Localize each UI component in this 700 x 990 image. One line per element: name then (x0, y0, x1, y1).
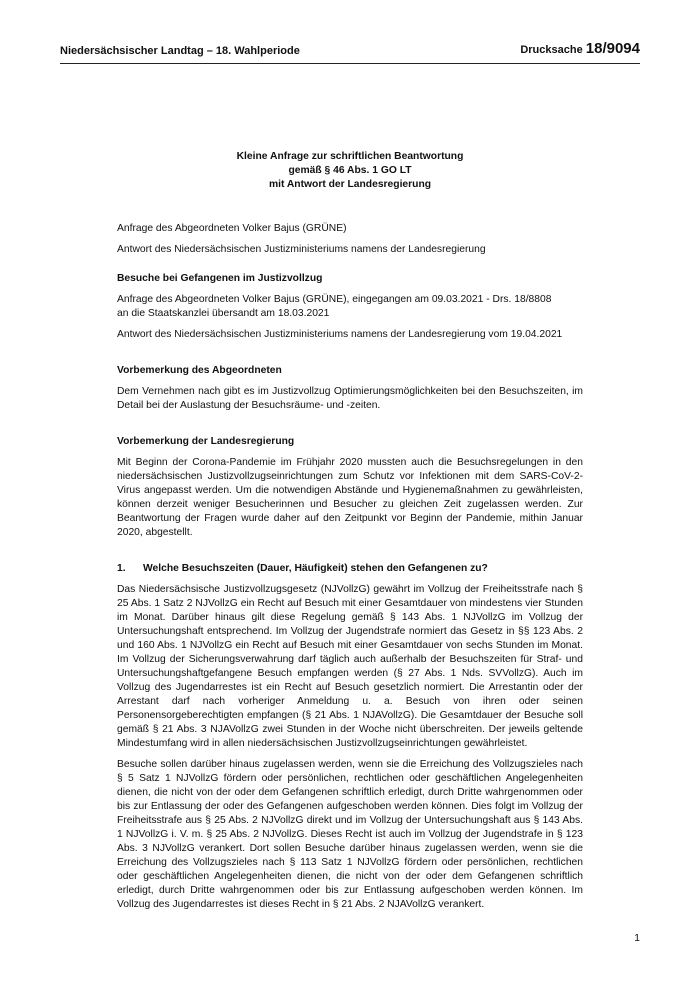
question-1 (117, 562, 583, 576)
subject-anfrage-line-2: an die Staatskanzlei übersandt am 18.03.2021 (117, 308, 330, 319)
parliament-label: Niedersächsischer Landtag – 18. Wahlperiode (60, 45, 300, 57)
vorbemerkung-landesregierung-heading: Vorbemerkung der Landesregierung (117, 436, 295, 447)
subject-antwort: Antwort des Niedersächsischen Justizministeriums namens der Landesregierung vom 19.04.2021 (117, 329, 563, 340)
page-number: 1 (634, 933, 640, 944)
intro-antwort: Antwort des Niedersächsischen Justizministeriums namens der Landesregierung (117, 244, 486, 255)
drucksache-number: 18/9094 (585, 40, 640, 57)
document-body (117, 150, 583, 919)
question-1-text: Welche Besuchszeiten (Dauer, Häufigkeit) stehen den Gefangenen zu? (143, 563, 488, 574)
intro-anfrage: Anfrage des Abgeordneten Volker Bajus (GRÜNE) (117, 223, 347, 234)
drucksache-prefix: Drucksache (520, 44, 583, 56)
title-line-3: mit Antwort der Landesregierung (268, 179, 432, 190)
subject-anfrage (117, 293, 583, 321)
subject-anfrage-line-1: Anfrage des Abgeordneten Volker Bajus (GRÜNE), eingegangen am 09.03.2021 - Drs. 18/8808 (117, 294, 552, 305)
vorbemerkung-abgeordneter-heading: Vorbemerkung des Abgeordneten (117, 365, 282, 376)
answer-1-paragraph-1: Das Niedersächsische Justizvollzugsgesetz (NJVollzG) gewährt im Vollzug der Freiheitsstrafe nach § 25 Abs. 1 Satz 2 NJVollzG ein Recht auf Besuch mit einer Gesamtdauer von mindestens vier Stunden im Monat. Darüber hinaus gilt diese Regelung gemäß § 143 Abs. 1 NJVollzG im Vollzug der Untersuchungshaft entsprechend. Im Vollzug der Jugendstrafe normiert das Gesetz in §§ 123 Abs. 2 und 160 Abs. 1 NJVollzG ein Recht auf Besuch mit einer Gesamtdauer von sechs Stunden im Monat. Im Vollzug der Sicherungsverwahrung darf täglich auch außerhalb der Besuchszeiten für Straf- und Untersuchungshaftgefangene Besuch empfangen werden (§ 27 Abs. 1 Nds. SVVollzG). Auch im Vollzug des Jugendarrestes ist ein Recht auf Besuch gesetzlich normiert. Die Arrestantin oder der Arrestant darf nach vorheriger Anmeldung u. a. Besuch von ihren oder seinen Personensorgeberechtigten empfangen (§ 21 Abs. 1 NJAVollzG). Die Gesamtdauer der Besuche soll gemäß § 21 Abs. 3 NJAVollzG zwei Stunden in der Woche nicht überschreiten. Der jeweils geltende Mindestumfang wird in allen niedersächsischen Justizvollzugseinrichtungen gewährleistet. (117, 584, 583, 749)
question-1-number: 1. (117, 563, 126, 574)
page-header (60, 40, 640, 64)
title-line-1: Kleine Anfrage zur schriftlichen Beantwortung (236, 151, 464, 162)
drucksache-label (520, 40, 640, 57)
answer-1-paragraph-2: Besuche sollen darüber hinaus zugelassen werden, wenn sie die Erreichung des Vollzugszieles nach § 5 Satz 1 NJVollzG fördern oder persönlichen, rechtlichen oder geschäftlichen Angelegenheiten dienen, die nicht von der oder dem Gefangenen schriftlich erledigt, durch Dritte wahrgenommen oder bis zur Entlassung der oder des Gefangenen aufgeschoben werden können. Dies folgt im Vollzug der Freiheitsstrafe aus § 25 Abs. 2 NJVollzG direkt und im Vollzug der Untersuchungshaft aus § 143 Abs. 1 NJVollzG i. V. m. § 25 Abs. 2 NJVollzG. Dieses Recht ist auch im Vollzug der Jugendstrafe in § 123 Abs. 3 NJVollzG verankert. Dort sollen Besuche darüber hinaus zugelassen werden, wenn sie die Erreichung des Vollzugszieles nach § 113 Satz 1 NJVollzG fördern oder persönlichen, rechtlichen oder geschäftlichen Angelegenheiten dienen, die nicht von der oder dem Gefangenen schriftlich erledigt, durch Dritte wahrgenommen oder bis zur Entlassung aufgeschoben werden können. Im Vollzug des Jugendarrestes ist dieses Recht in § 21 Abs. 2 NJAVollzG verankert. (117, 759, 583, 910)
document-title (117, 150, 583, 192)
vorbemerkung-abgeordneter-text: Dem Vernehmen nach gibt es im Justizvollzug Optimierungsmöglichkeiten bei den Besuchszeiten, im Detail bei der Auslastung der Besuchsräume- und -zeiten. (117, 386, 583, 411)
vorbemerkung-landesregierung-text: Mit Beginn der Corona-Pandemie im Frühjahr 2020 mussten auch die Besuchsregelungen in den niedersächsischen Justizvollzugseinrichtungen zum Schutz vor Infektionen mit dem SARS-CoV-2-Virus angepasst werden. Um die notwendigen Abstände und Hygienemaßnahmen zu gewährleisten, können derzeit weniger Besucherinnen und Besucher zu gleichen Zeit zugelassen werden. Zur Beantwortung der Fragen wurde daher auf den Zeitpunkt vor Beginn der Pandemie, mithin Januar 2020, abgestellt. (117, 457, 583, 538)
subject-heading: Besuche bei Gefangenen im Justizvollzug (117, 273, 323, 284)
title-line-2: gemäß § 46 Abs. 1 GO LT (288, 165, 412, 176)
